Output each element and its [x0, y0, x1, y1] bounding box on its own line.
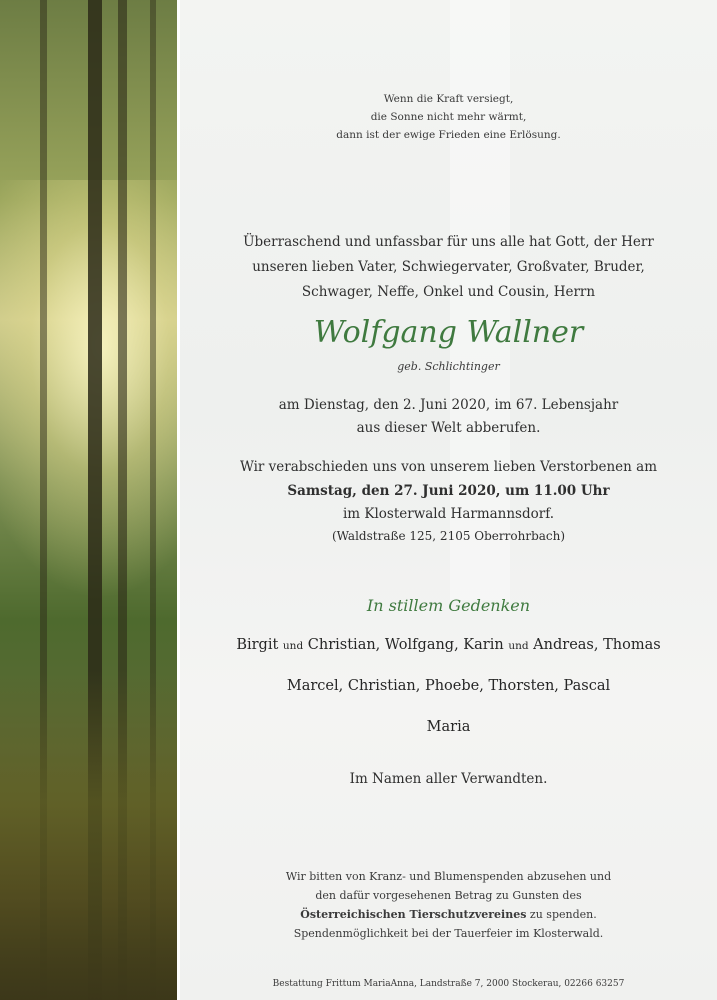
relatives-line: Im Namen aller Verwandten. — [349, 771, 548, 787]
poem-line: Wenn die Kraft versiegt, — [383, 93, 514, 105]
grass-foreground — [0, 670, 177, 1000]
donation-line — [180, 906, 717, 924]
mourner-name: Birgit — [236, 637, 279, 653]
mourner-name: Christian, Wolfgang, Karin — [307, 637, 504, 653]
donation-line: Spendenmöglichkeit bei der Tauerfeier im Klosterwald. — [293, 927, 604, 940]
birth-name: geb. Schlichtinger — [397, 360, 500, 373]
donation-line: Wir bitten von Kranz- und Blumenspenden abzusehen und — [285, 870, 612, 883]
memorial-heading: In stillem Gedenken — [366, 596, 531, 615]
farewell-address: (Waldstraße 125, 2105 Oberrohrbach) — [331, 529, 566, 543]
donation-line: den dafür vorgesehenen Betrag zu Gunsten des — [315, 889, 582, 902]
farewell-line: Wir verabschieden uns von unserem lieben Verstorbenen am — [239, 459, 658, 475]
poem-line: dann ist der ewige Frieden eine Erlösung. — [336, 129, 561, 141]
death-line: aus dieser Welt abberufen. — [356, 420, 541, 436]
conjunction: und — [282, 640, 304, 652]
intro-line: Schwager, Neffe, Onkel und Cousin, Herrn — [301, 284, 596, 300]
poem-line: die Sonne nicht mehr wärmt, — [370, 111, 527, 123]
intro-line: unseren lieben Vater, Schwiegervater, Großvater, Bruder, — [252, 259, 645, 275]
intro-line: Überraschend und unfassbar für uns alle hat Gott, der Herr — [243, 234, 654, 250]
charity-suffix: zu spenden. — [526, 908, 597, 921]
death-line: am Dienstag, den 2. Juni 2020, im 67. Lebensjahr — [278, 397, 619, 413]
undertaker-footer: Bestattung Frittum MariaAnna, Landstraße 7, 2000 Stockerau, 02266 63257 — [272, 979, 625, 989]
mourners-row — [180, 637, 717, 653]
conjunction: und — [508, 640, 529, 652]
mourners-row: Marcel, Christian, Phoebe, Thorsten, Pascal — [286, 678, 611, 694]
charity-name: Österreichischen Tierschutzvereines — [300, 908, 527, 921]
mourner-name: Andreas, Thomas — [533, 637, 661, 653]
forest-photo — [0, 0, 177, 1000]
mourners-row: Maria — [426, 719, 471, 735]
farewell-place: im Klosterwald Harmannsdorf. — [342, 506, 555, 522]
farewell-date: Samstag, den 27. Juni 2020, um 11.00 Uhr — [287, 483, 610, 499]
deceased-name: Wolfgang Wallner — [313, 315, 584, 350]
